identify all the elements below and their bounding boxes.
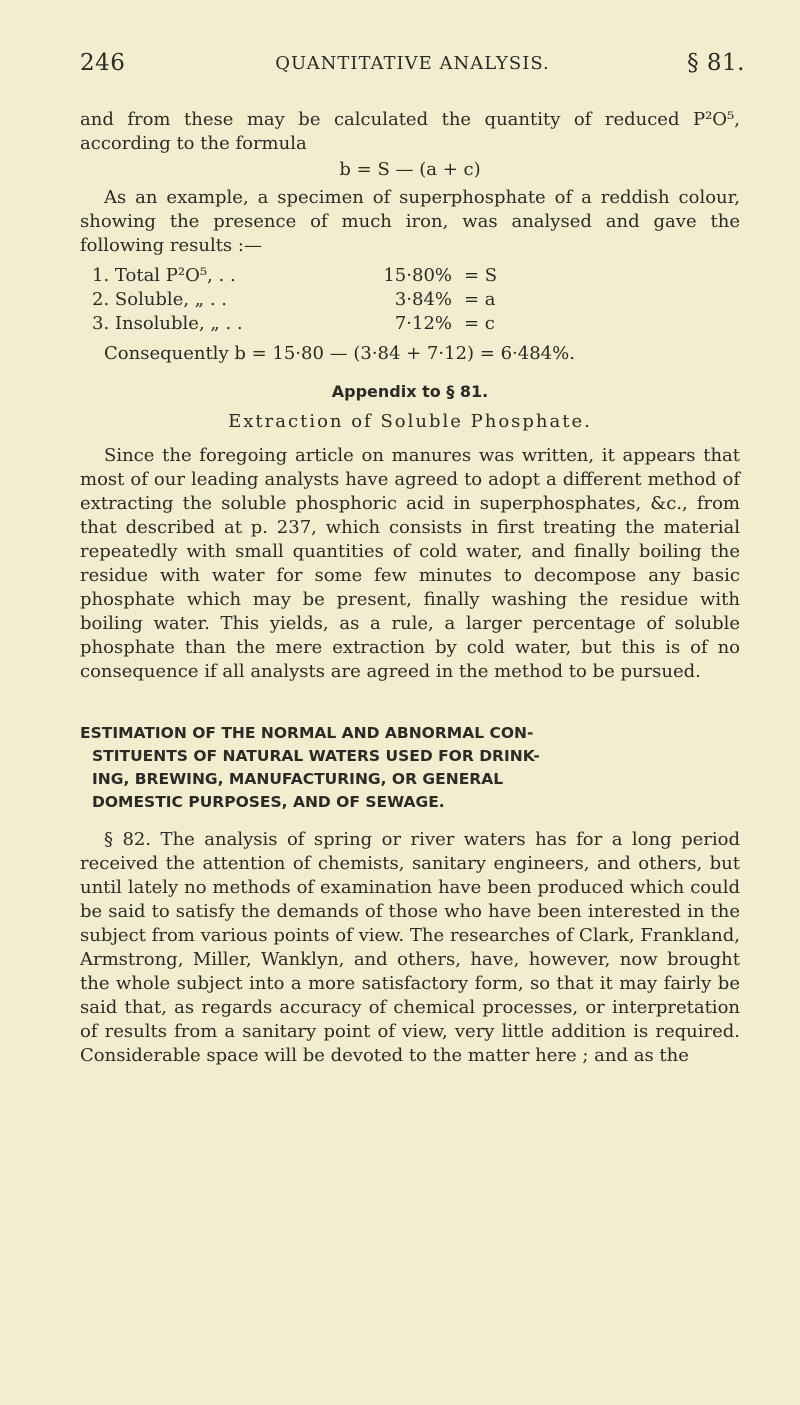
section-heading-line: ESTIMATION OF THE NORMAL AND ABNORMAL CON- (80, 724, 534, 742)
page-body (80, 108, 740, 1068)
formula: b = S — (a + c) (339, 159, 481, 180)
result-row (92, 288, 740, 312)
page-header (80, 50, 745, 82)
result-symbol: = S (464, 265, 498, 286)
section-marker: § 81. (687, 50, 745, 76)
section-heading (80, 722, 740, 814)
intro-paragraph: and from these may be calculated the quantity of reduced P²O⁵, according to the formula (80, 109, 740, 154)
result-value: 15·80% (383, 265, 452, 286)
result-row (92, 312, 740, 336)
result-symbol: = c (464, 313, 495, 334)
result-label: 1. Total P²O⁵, . . (92, 265, 236, 286)
result-row (92, 264, 740, 288)
result-value: 3·84% (394, 289, 452, 310)
running-title: QUANTITATIVE ANALYSIS. (275, 53, 550, 74)
section-heading-line: STITUENTS OF NATURAL WATERS USED FOR DRINK- (92, 747, 540, 765)
appendix-paragraph: Since the foregoing article on manures was written, it appears that most of our leading analysts have agreed to adopt a different method of extracting the soluble phosphoric acid in superphosphates, &c., from that described at p. 237, which consists in first treating the material repeatedly with small quantities of cold water, and finally boiling the residue with water for some few minutes to decompose any basic phosphate which may be present, finally washing the residue with boiling water. This yields, as a rule, a larger percentage of soluble phosphate than the mere extraction by cold water, but this is of no consequence if all analysts are agreed in the method to be pursued. (80, 445, 740, 682)
result-value: 7·12% (394, 313, 452, 334)
result-label: 2. Soluble, „ . . (92, 289, 227, 310)
consequently-line: Consequently b = 15·80 — (3·84 + 7·12) = 6·484%. (104, 343, 575, 364)
example-paragraph: As an example, a specimen of superphosphate of a reddish colour, showing the presence of much iron, was analysed and gave the following results :— (80, 187, 740, 256)
result-label: 3. Insoluble, „ . . (92, 313, 243, 334)
appendix-title: Appendix to § 81. (331, 382, 489, 401)
section-heading-line: ING, BREWING, MANUFACTURING, OR GENERAL (92, 770, 504, 788)
appendix-subtitle: Extraction of Soluble Phosphate. (228, 411, 592, 432)
section-heading-line: DOMESTIC PURPOSES, AND OF SEWAGE. (92, 793, 445, 811)
section-82-paragraph: § 82. The analysis of spring or river waters has for a long period received the attention of chemists, sanitary engineers, and others, but until lately no methods of examination have been produced which could be said to satisfy the demands of those who have been interested in the subject from various points of view. The researches of Clark, Frankland, Armstrong, Miller, Wanklyn, and others, have, however, now brought the whole subject into a more satisfactory form, so that it may fairly be said that, as regards accuracy of chemical processes, or interpretation of results from a sanitary point of view, very little addition is required. Considerable space will be devoted to the matter here ; and as the (80, 829, 740, 1066)
results-list (92, 264, 740, 336)
result-symbol: = a (464, 289, 496, 310)
page-number: 246 (80, 50, 126, 76)
